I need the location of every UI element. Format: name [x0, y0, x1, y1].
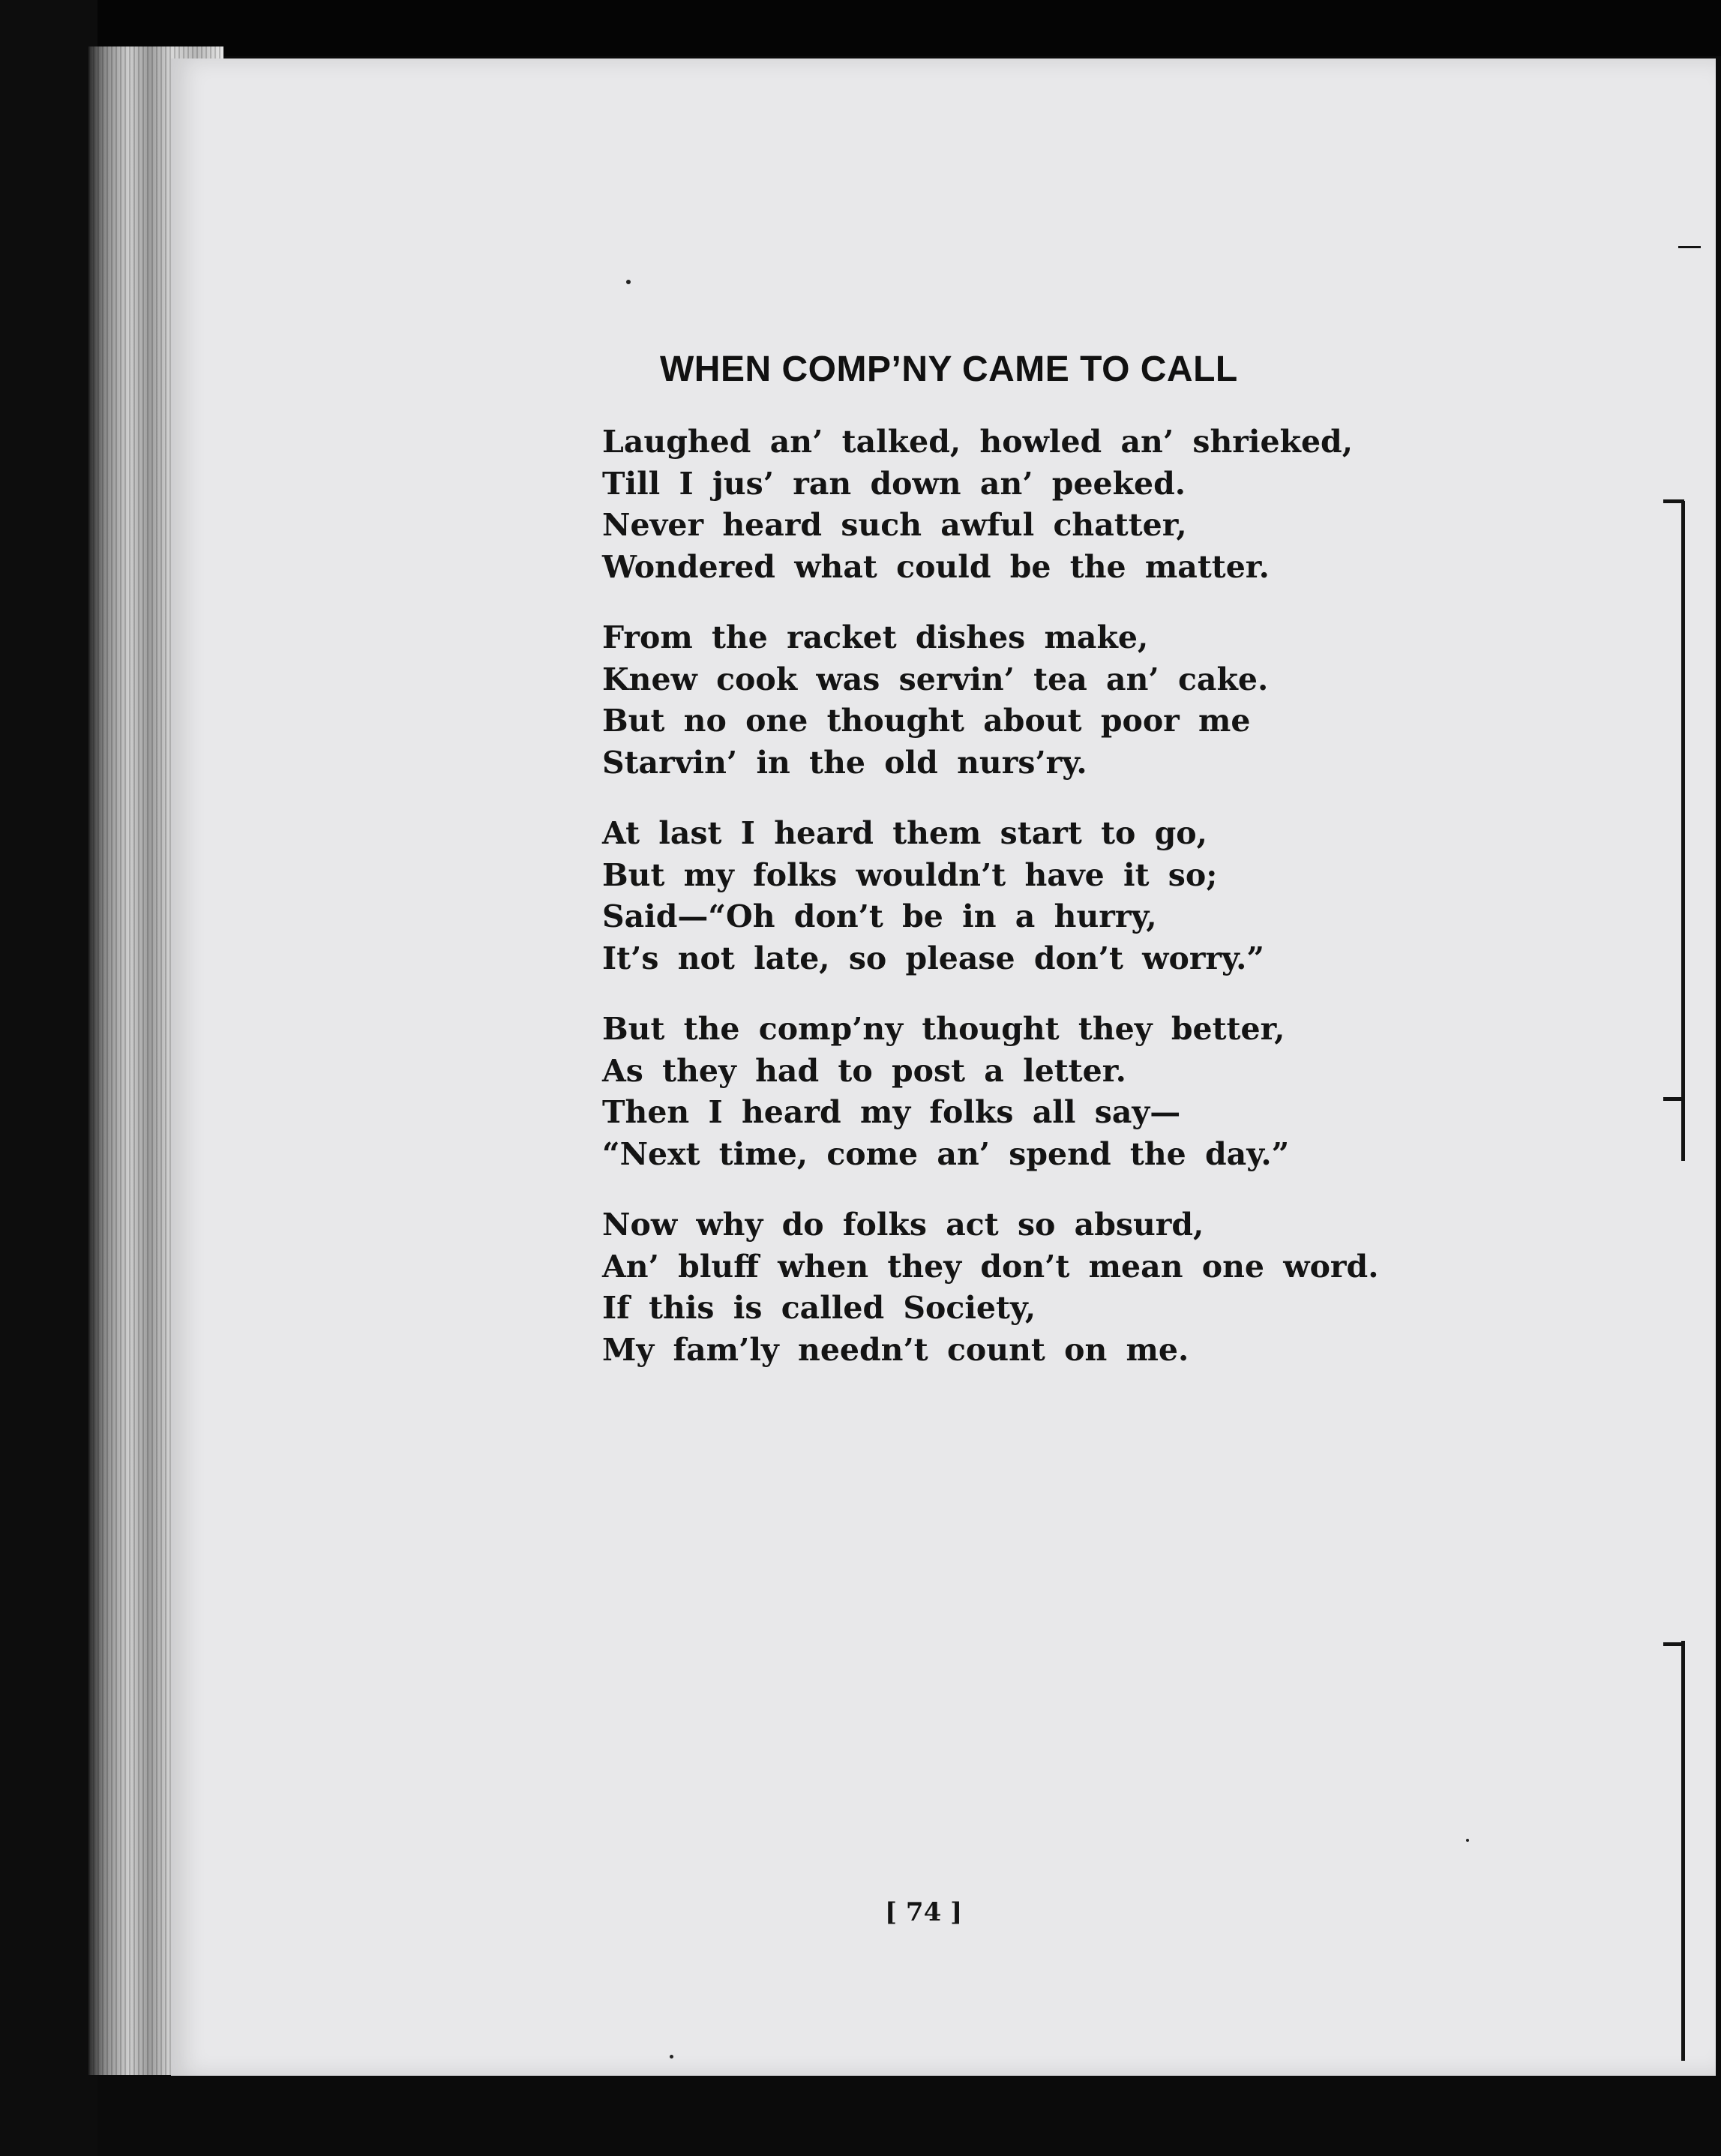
print-speck: [1466, 1839, 1469, 1842]
print-speck: [670, 2055, 673, 2059]
poem-line: From the racket dishes make,: [602, 619, 1149, 655]
poem-line: But the comp’ny thought they better,: [602, 1011, 1285, 1047]
stanza: [602, 1009, 1352, 1175]
poem-title: WHEN COMP’NY CAME TO CALL: [660, 349, 1238, 389]
poem-line: Then I heard my folks all say—: [602, 1094, 1181, 1130]
poem-line: “Next time, come an’ spend the day.”: [602, 1135, 1290, 1172]
poem-line: As they had to post a letter.: [602, 1052, 1126, 1089]
right-margin-tick: [1678, 246, 1701, 248]
print-speck: [626, 280, 631, 284]
poem-line: But no one thought about poor me: [602, 703, 1251, 739]
poem-line: Till I jus’ ran down an’ peeked.: [602, 465, 1186, 502]
right-margin-tick: [1663, 1097, 1684, 1101]
poem-line: Starvin’ in the old nurs’ry.: [602, 744, 1087, 781]
scan-left-border: [0, 0, 97, 2156]
poem-line: It’s not late, so please don’t worry.”: [602, 940, 1264, 976]
poem-line: An’ bluff when they don’t mean one word.: [602, 1248, 1379, 1285]
page-number: [ 74 ]: [885, 1897, 963, 1927]
poem-line: If this is called Society,: [602, 1290, 1036, 1326]
stanza: [602, 421, 1352, 588]
poem-line: My fam’ly needn’t count on me.: [602, 1331, 1189, 1368]
scan-top-border: [0, 0, 1721, 56]
poem-line: But my folks wouldn’t have it so;: [602, 856, 1218, 893]
right-margin-mark: [1681, 501, 1685, 1161]
poem-line: Now why do folks act so absurd,: [602, 1207, 1204, 1243]
right-margin-tick: [1663, 499, 1684, 503]
poem-line: Knew cook was servin’ tea an’ cake.: [602, 661, 1269, 697]
right-margin-mark: [1681, 1641, 1685, 2061]
stanza: [602, 813, 1352, 979]
poem-line: Never heard such awful chatter,: [602, 507, 1187, 543]
poem-line: Laughed an’ talked, howled an’ shrieked,: [602, 424, 1353, 460]
stanza: [602, 1204, 1379, 1371]
right-margin-tick: [1663, 1642, 1684, 1646]
poem-line: Wondered what could be the matter.: [602, 548, 1270, 585]
poem-line: Said—“Oh don’t be in a hurry,: [602, 898, 1157, 934]
poem-line: At last I heard them start to go,: [602, 815, 1207, 851]
stanza: [602, 617, 1352, 784]
